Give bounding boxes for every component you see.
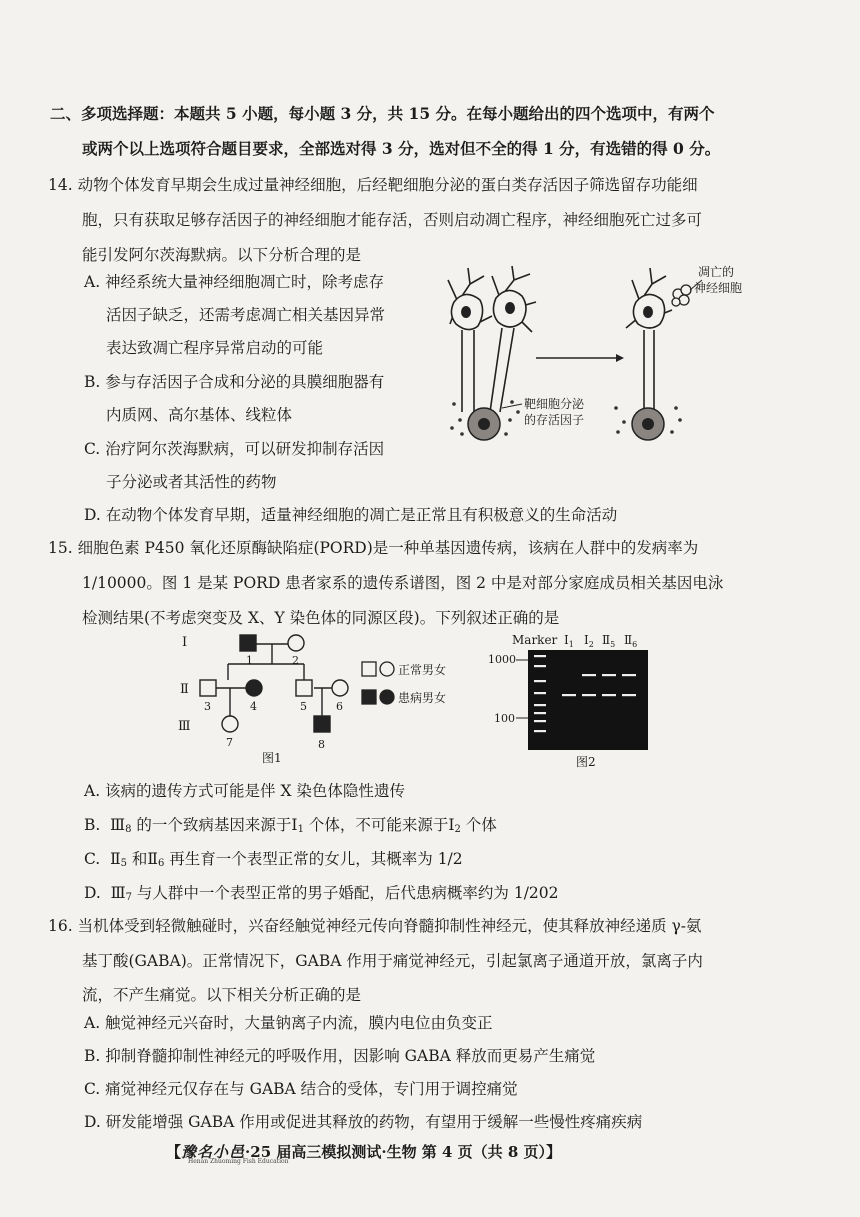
q14-stem-3: 能引发阿尔茨海默病。以下分析合理的是 bbox=[82, 246, 362, 264]
gel-band bbox=[582, 674, 596, 676]
electrophoresis-gel bbox=[480, 630, 660, 770]
gen-III-label: Ⅲ bbox=[178, 719, 191, 734]
section-title-line1: 二、多项选择题：本题共 5 小题，每小题 3 分，共 15 分。在每小题给出的四个选项中，有两个 bbox=[50, 104, 715, 123]
q16-option-d: D. 研发能增强 GABA 作用或促进其释放的药物，有望用于缓解一些慢性疼痛疾病 bbox=[84, 1113, 643, 1131]
q15-option-b: B. $Ⅲ_8$ 的一个致病基因来源于$Ⅰ_1$ 个体，不可能来源于$Ⅰ_2$ 个体 bbox=[84, 816, 497, 835]
q15-option-d: D. $Ⅲ_7$ 与人群中一个表型正常的男子婚配，后代患病概率约为 1/202 bbox=[84, 884, 559, 903]
pedigree-chart bbox=[170, 630, 470, 770]
legend-affected-female-icon bbox=[380, 690, 394, 704]
q14-option-c-1: C. 治疗阿尔茨海默病，可以研发抑制存活因 bbox=[84, 440, 385, 458]
q14-option-d: D. 在动物个体发育早期，适量神经细胞的凋亡是正常且有积极意义的生命活动 bbox=[84, 506, 618, 524]
q14-option-a-1: A. 神经系统大量神经细胞凋亡时，除考虑存 bbox=[84, 273, 385, 291]
q14-option-c-2: 子分泌或者其活性的药物 bbox=[106, 473, 277, 491]
figure-1-caption: 图1 bbox=[262, 751, 282, 765]
pedigree-II3-normal-male bbox=[200, 680, 216, 696]
nucleus-icon bbox=[505, 302, 515, 314]
gel-band bbox=[622, 694, 636, 696]
q15-option-c: C. $Ⅱ_5$ 和$Ⅱ_6$ 再生育一个表型正常的女儿，其概率为 1/2 bbox=[84, 850, 463, 869]
pedigree-number: 8 bbox=[318, 738, 325, 751]
label-dead-neuron-1: 凋亡的 bbox=[698, 265, 735, 279]
pedigree-I2-normal-female bbox=[288, 635, 304, 651]
legend-affected-label: 患病男女 bbox=[398, 691, 447, 705]
pedigree-number: 5 bbox=[300, 700, 307, 713]
footer-bracket-left: 【 bbox=[166, 1143, 182, 1161]
gel-size-100: 100 bbox=[494, 712, 515, 725]
q16-stem-1: 16. 当机体受到轻微触碰时，兴奋经触觉神经元传向脊髓抑制性神经元，使其释放神经递质 γ-氨 bbox=[48, 917, 702, 935]
gel-lane-II5-label: $Ⅱ_5$ bbox=[602, 633, 616, 649]
q14-option-a-2: 活因子缺乏，还需考虑凋亡相关基因异常 bbox=[106, 306, 386, 324]
gel-lane-I2-label: $I_2$ bbox=[584, 633, 594, 649]
section-title-line2: 或两个以上选项符合题目要求，全部选对得 3 分，选对但不全的得 1 分，有选错的得 0 分。 bbox=[82, 139, 721, 158]
q14-option-b-1: B. 参与存活因子合成和分泌的具膜细胞器有 bbox=[84, 373, 385, 391]
pedigree-number: 7 bbox=[226, 736, 233, 749]
pedigree-number: 4 bbox=[250, 700, 257, 713]
pedigree-II6-normal-female bbox=[332, 680, 348, 696]
gen-II-label: Ⅱ bbox=[180, 682, 189, 697]
nucleus-icon bbox=[643, 306, 653, 318]
q15-stem-1: 15. 细胞色素 P450 氧化还原酶缺陷症(PORD)是一种单基因遗传病，该病在人群中的发病率为 bbox=[48, 539, 699, 557]
footer-brand: 豫名小邑 bbox=[181, 1143, 246, 1161]
pedigree-II5-normal-male bbox=[296, 680, 312, 696]
legend-affected-male-icon bbox=[362, 690, 376, 704]
q15-stem-2: 1/10000。图 1 是某 PORD 患者家系的遗传系谱图，图 2 中是对部分家庭成员相关基因电泳 bbox=[82, 574, 724, 592]
gel-band bbox=[622, 674, 636, 676]
legend-normal-male-icon bbox=[362, 662, 376, 676]
pedigree-number: 1 bbox=[246, 654, 253, 667]
footer-brand-sub: Henan Zhuoming Fish Education bbox=[188, 1158, 289, 1165]
gel-band bbox=[602, 694, 616, 696]
q16-option-b: B. 抑制脊髓抑制性神经元的呼吸作用，因影响 GABA 释放而更易产生痛觉 bbox=[84, 1047, 596, 1065]
pedigree-number: 3 bbox=[204, 700, 211, 713]
footer-bracket-right: 】 bbox=[546, 1143, 562, 1161]
pedigree-number: 2 bbox=[292, 654, 299, 667]
pedigree-III8-affected-male bbox=[314, 716, 330, 732]
nucleus-icon bbox=[461, 306, 471, 318]
legend-normal-label: 正常男女 bbox=[398, 663, 447, 677]
pedigree-I1-affected-male bbox=[240, 635, 256, 651]
gel-band bbox=[582, 694, 596, 696]
q14-stem-2: 胞，只有获取足够存活因子的神经细胞才能存活，否则启动凋亡程序，神经细胞死亡过多可 bbox=[82, 211, 703, 229]
gen-I-label: Ⅰ bbox=[182, 635, 188, 650]
q16-option-a: A. 触觉神经元兴奋时，大量钠离子内流，膜内电位由负变正 bbox=[84, 1014, 493, 1032]
gel-lane-II6-label: $Ⅱ_6$ bbox=[624, 633, 638, 649]
gel-marker-label: Marker bbox=[512, 633, 558, 647]
q16-option-c: C. 痛觉神经元仅存在与 GABA 结合的受体，专门用于调控痛觉 bbox=[84, 1080, 518, 1098]
footer-text: ·25 届高三模拟测试·生物 第 4 页（共 8 页） bbox=[245, 1143, 547, 1161]
pedigree-number: 6 bbox=[336, 700, 343, 713]
gel-band bbox=[562, 694, 576, 696]
q16-stem-3: 流，不产生痛觉。以下相关分析正确的是 bbox=[82, 986, 362, 1004]
figure-2-caption: 图2 bbox=[576, 755, 596, 769]
gel-lane-I1-label: $I_1$ bbox=[564, 633, 574, 649]
apoptotic-cell-icon bbox=[672, 285, 691, 306]
neuron-diagram bbox=[440, 262, 760, 444]
q16-stem-2: 基丁酸(GABA)。正常情况下，GABA 作用于痛觉神经元，引起氯离子通道开放，氯离子内 bbox=[82, 952, 703, 970]
pedigree-III7-normal-female bbox=[222, 716, 238, 732]
q15-stem-3: 检测结果(不考虑突变及 X、Y 染色体的同源区段)。下列叙述正确的是 bbox=[82, 609, 560, 627]
label-survival-factor-2: 的存活因子 bbox=[524, 413, 585, 427]
label-survival-factor-1: 靶细胞分泌 bbox=[524, 397, 585, 411]
q15-option-a: A. 该病的遗传方式可能是伴 X 染色体隐性遗传 bbox=[84, 782, 405, 800]
q14-stem-1: 14. 动物个体发育早期会生成过量神经细胞，后经靶细胞分泌的蛋白类存活因子筛选留存功能细 bbox=[48, 176, 698, 194]
gel-size-1000: 1000 bbox=[488, 653, 516, 666]
label-dead-neuron-2: 神经细胞 bbox=[694, 281, 743, 295]
q14-option-b-2: 内质网、高尔基体、线粒体 bbox=[106, 406, 293, 424]
gel-band bbox=[602, 674, 616, 676]
pedigree-II4-affected-female bbox=[246, 680, 262, 696]
q14-option-a-3: 表达致凋亡程序异常启动的可能 bbox=[106, 339, 324, 357]
legend-normal-female-icon bbox=[380, 662, 394, 676]
